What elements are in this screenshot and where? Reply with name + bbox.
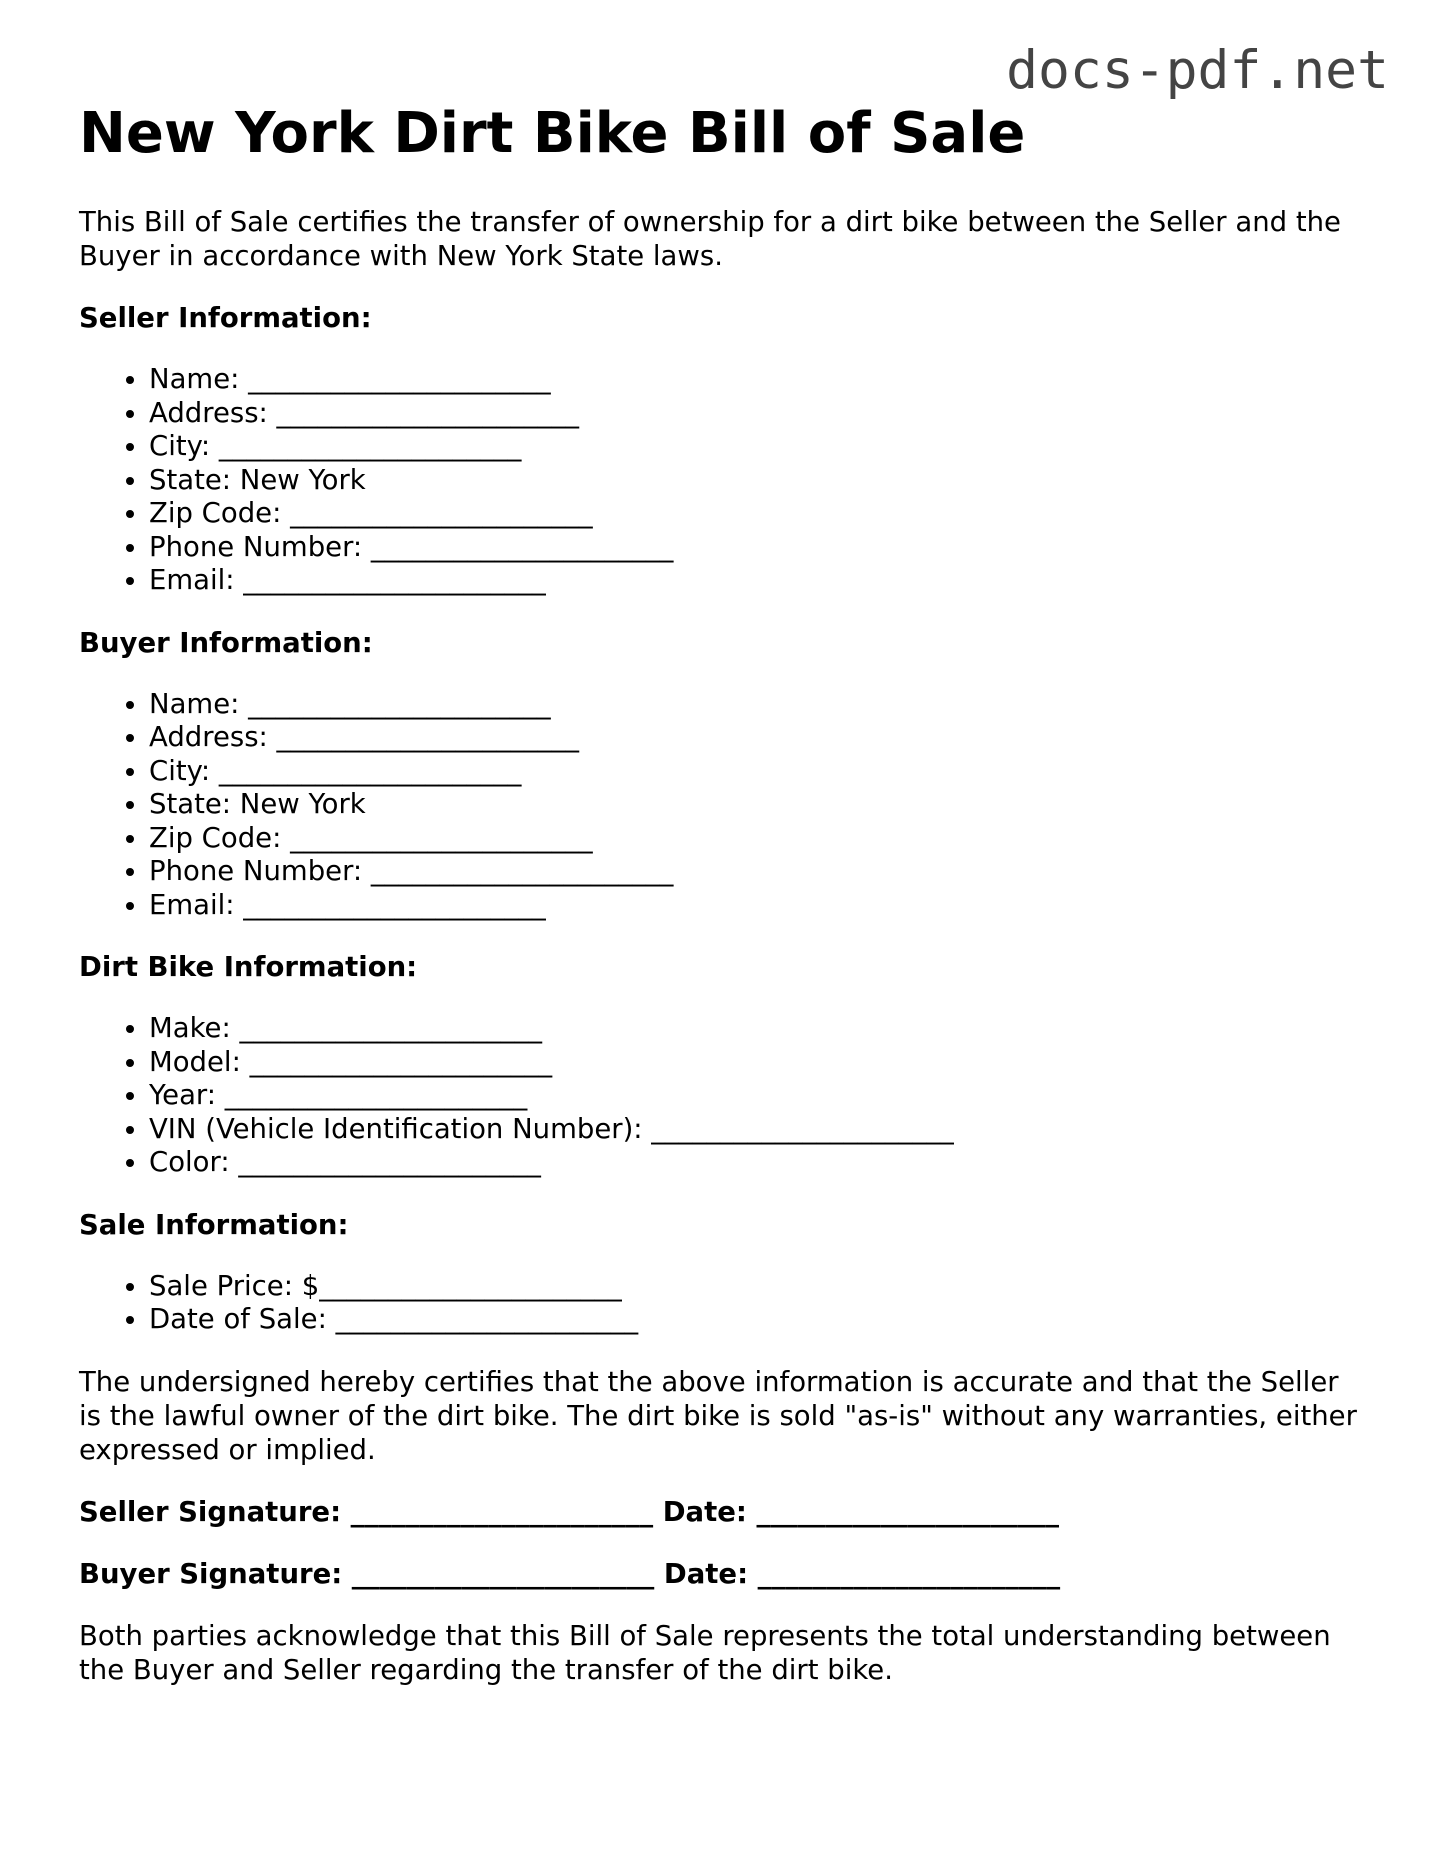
buyer-city-field: • City: ______________________ — [149, 755, 1369, 789]
page-title: New York Dirt Bike Bill of Sale — [79, 101, 1026, 166]
buyer-signature-line: Buyer Signature: ______________________ Date: ______________________ — [79, 1557, 1061, 1590]
bike-vin-field: • VIN (Vehicle Identification Number): ______________________ — [149, 1113, 1369, 1147]
buyer-list — [79, 688, 1369, 923]
seller-email-field: • Email: ______________________ — [149, 564, 1369, 598]
sale-price-field: • Sale Price: $______________________ — [149, 1270, 1369, 1304]
watermark: docs-pdf.net — [1006, 40, 1389, 101]
buyer-state-field: • State: New York — [149, 788, 1369, 822]
buyer-phone-field: • Phone Number: ______________________ — [149, 855, 1369, 889]
seller-zip-field: • Zip Code: ______________________ — [149, 497, 1369, 531]
buyer-zip-field: • Zip Code: ______________________ — [149, 822, 1369, 856]
seller-name-field: • Name: ______________________ — [149, 363, 1369, 397]
buyer-address-field: • Address: ______________________ — [149, 721, 1369, 755]
bike-heading: Dirt Bike Information: — [79, 951, 418, 984]
buyer-name-field: • Name: ______________________ — [149, 688, 1369, 722]
buyer-email-field: • Email: ______________________ — [149, 889, 1369, 923]
seller-heading: Seller Information: — [79, 302, 372, 335]
seller-list — [79, 363, 1369, 598]
seller-address-field: • Address: ______________________ — [149, 397, 1369, 431]
sale-date-field: • Date of Sale: ______________________ — [149, 1303, 1369, 1337]
seller-phone-field: • Phone Number: ______________________ — [149, 531, 1369, 565]
intro-paragraph: This Bill of Sale certifies the transfer of ownership for a dirt bike between the Seller and the Buyer in accordance with New York State laws. — [79, 206, 1341, 273]
bike-color-field: • Color: ______________________ — [149, 1146, 1369, 1180]
sale-heading: Sale Information: — [79, 1208, 349, 1241]
seller-city-field: • City: ______________________ — [149, 430, 1369, 464]
bike-make-field: • Make: ______________________ — [149, 1012, 1369, 1046]
bike-model-field: • Model: ______________________ — [149, 1046, 1369, 1080]
bike-list — [79, 1012, 1369, 1180]
buyer-heading: Buyer Information: — [79, 626, 373, 659]
seller-signature-line: Seller Signature: ______________________ Date: ______________________ — [79, 1495, 1059, 1528]
acknowledgment-paragraph: Both parties acknowledge that this Bill of Sale represents the total understanding between the Buyer and Seller regarding the transfer of the dirt bike. — [79, 1619, 1331, 1686]
certification-paragraph: The undersigned hereby certifies that the above information is accurate and that the Seller is the lawful owner of the dirt bike. The dirt bike is sold "as-is" without any warranties, either expressed or implied. — [79, 1365, 1357, 1466]
seller-state-field: • State: New York — [149, 464, 1369, 498]
sale-list — [79, 1270, 1369, 1337]
document-page — [79, 100, 1369, 1687]
bike-year-field: • Year: ______________________ — [149, 1079, 1369, 1113]
